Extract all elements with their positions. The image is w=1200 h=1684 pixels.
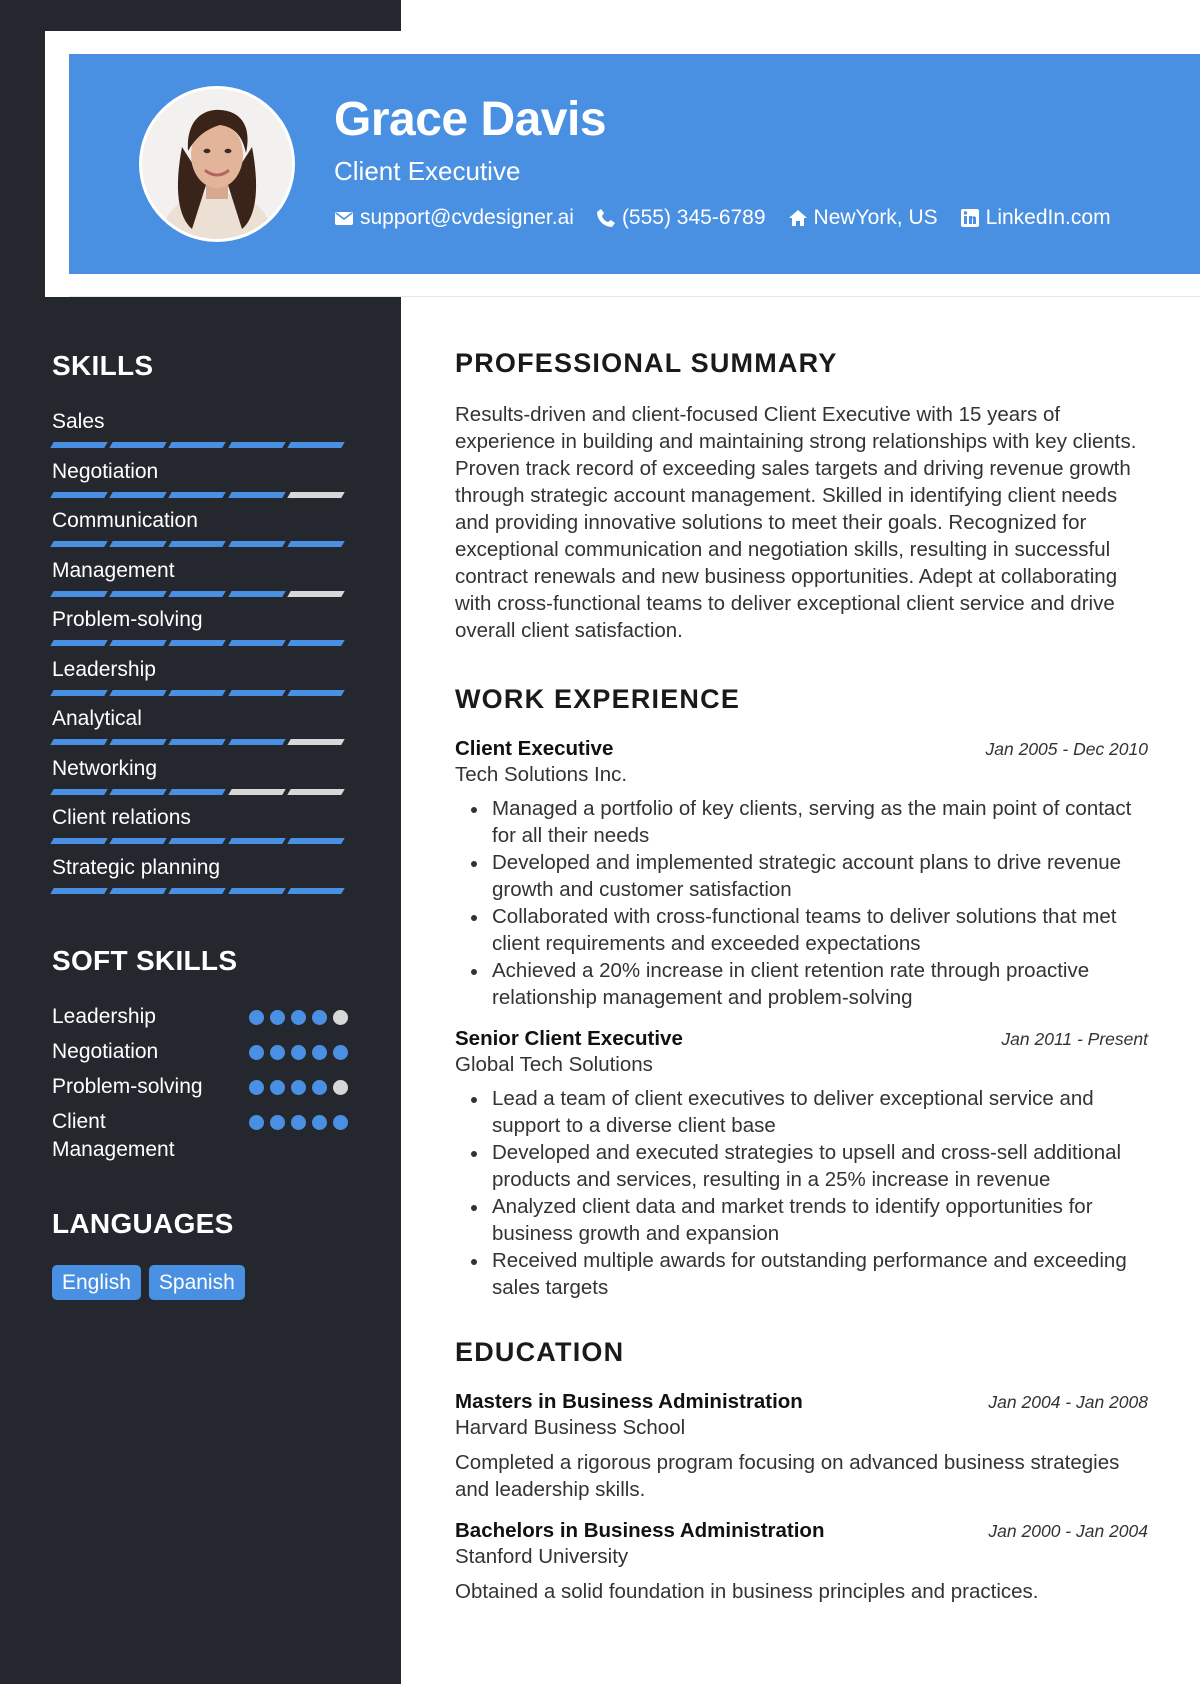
education-section — [455, 1337, 1148, 1605]
language-badge: English — [52, 1265, 141, 1300]
rating-dot — [270, 1010, 285, 1025]
skill-level-segment — [169, 591, 227, 597]
language-badge: Spanish — [149, 1265, 245, 1300]
skill-level-segment — [287, 640, 345, 646]
experience-section — [455, 684, 1148, 1301]
rating-dot — [249, 1010, 264, 1025]
soft-skill-item — [52, 1108, 348, 1164]
skill-item — [52, 408, 348, 458]
skill-level-segment — [228, 789, 286, 795]
skill-level-segment — [169, 838, 227, 844]
skill-level-segment — [228, 690, 286, 696]
job-dates: Jan 2005 - Dec 2010 — [985, 739, 1148, 759]
skill-item — [52, 606, 348, 656]
contact-location — [788, 206, 938, 230]
education-dates: Jan 2000 - Jan 2004 — [988, 1521, 1148, 1541]
soft-skill-label: Client Management — [52, 1110, 175, 1161]
skill-label: Problem-solving — [52, 608, 203, 631]
education-description: Completed a rigorous program focusing on advanced business strategies and leadership skills. — [455, 1451, 1120, 1501]
rating-dot — [312, 1010, 327, 1025]
skill-label: Networking — [52, 756, 158, 780]
rating-dot — [291, 1045, 306, 1060]
summary-text: Results-driven and client-focused Client Executive with 15 years of experience in building and maintaining strong relationships with key clients. Proven track record of exceeding sales targets and driving revenue growth through strategic account management. Skilled in identifying client needs and providing innovative solutions to meet their goals. Recognized for exceptional communication and negotiation skills, resulting in successful contract renewals and new business opportunities. Adept at collaborating with cross-functional teams to deliver exceptional client service and drive overall client satisfaction. — [455, 403, 1137, 642]
job-company: Global Tech Solutions — [455, 1053, 653, 1076]
skill-level-segment — [50, 442, 108, 448]
education-heading: EDUCATION — [455, 1337, 625, 1367]
education-dates: Jan 2004 - Jan 2008 — [988, 1392, 1148, 1412]
home-icon — [788, 208, 808, 228]
skill-level-segment — [228, 739, 286, 745]
skill-item — [52, 755, 348, 805]
skill-level-segment — [228, 838, 286, 844]
contact-row — [334, 206, 1133, 230]
skill-level-segment — [287, 789, 345, 795]
experience-heading: WORK EXPERIENCE — [455, 684, 741, 714]
rating-dot — [333, 1080, 348, 1095]
skill-label: Negotiation — [52, 459, 159, 483]
candidate-name: Grace Davis — [334, 93, 607, 146]
degree-title: Bachelors in Business Administration — [455, 1519, 825, 1542]
skill-level-segment — [109, 492, 167, 498]
skill-level-segment — [287, 690, 345, 696]
skill-label: Sales — [52, 410, 105, 433]
linkedin-icon — [960, 208, 980, 228]
school-name: Harvard Business School — [455, 1416, 686, 1439]
rating-dot — [312, 1115, 327, 1130]
skill-level-segment — [109, 739, 167, 745]
skill-level-segment — [287, 888, 345, 894]
skill-level-segment — [169, 690, 227, 696]
skill-level-segment — [109, 789, 167, 795]
contact-linkedin[interactable] — [960, 206, 1111, 230]
rating-dot — [333, 1010, 348, 1025]
skill-label: Client relations — [52, 806, 191, 829]
skill-level-segment — [228, 888, 286, 894]
soft-skill-label: Problem-solving — [52, 1075, 203, 1098]
contact-email[interactable] — [334, 206, 574, 230]
profile-photo — [142, 89, 292, 239]
skill-level-segment — [169, 640, 227, 646]
skill-level-segment — [287, 541, 345, 547]
skill-label: Leadership — [52, 657, 156, 681]
rating-dot — [270, 1080, 285, 1095]
resume-header — [69, 54, 1200, 274]
summary-heading: PROFESSIONAL SUMMARY — [455, 348, 838, 378]
soft-skill-label: Negotiation — [52, 1040, 159, 1063]
skill-level-segment — [109, 442, 167, 448]
envelope-icon — [334, 208, 354, 228]
bullet-item: Lead a team of client executives to deliver exceptional service and support to a diverse client base — [455, 1085, 1148, 1139]
rating-dot — [312, 1045, 327, 1060]
soft-skill-item — [52, 1073, 348, 1101]
skill-level-bar — [52, 838, 348, 844]
skill-level-bar — [52, 789, 348, 795]
skill-level-segment — [169, 442, 227, 448]
soft-skill-rating — [243, 1108, 348, 1130]
skill-level-bar — [52, 541, 348, 547]
soft-skill-item — [52, 1038, 348, 1066]
skill-label: Communication — [52, 509, 198, 532]
bullet-item: Managed a portfolio of key clients, serving as the main point of contact for all their needs — [455, 795, 1148, 849]
skill-item — [52, 656, 348, 706]
bullet-item: Received multiple awards for outstanding performance and exceeding sales targets — [455, 1247, 1148, 1301]
job-title: Senior Client Executive — [455, 1027, 683, 1050]
rating-dot — [291, 1115, 306, 1130]
job-bullets — [455, 1085, 1148, 1301]
skill-level-bar — [52, 690, 348, 696]
job-entry — [455, 737, 1148, 1011]
rating-dot — [333, 1115, 348, 1130]
summary-section — [455, 348, 1148, 644]
skill-level-bar — [52, 492, 348, 498]
bullet-item: Developed and implemented strategic account plans to drive revenue growth and customer satisfaction — [455, 849, 1148, 903]
skill-level-segment — [50, 492, 108, 498]
location-text: NewYork, US — [813, 206, 938, 229]
skill-level-segment — [169, 888, 227, 894]
avatar — [139, 86, 295, 242]
soft-skill-rating — [243, 1073, 348, 1095]
skill-level-segment — [169, 492, 227, 498]
rating-dot — [249, 1080, 264, 1095]
skill-level-segment — [228, 541, 286, 547]
rating-dot — [270, 1115, 285, 1130]
skills-heading: SKILLS — [52, 350, 154, 381]
rating-dot — [291, 1010, 306, 1025]
skill-level-segment — [50, 640, 108, 646]
bullet-item: Collaborated with cross-functional teams to deliver solutions that met client requirements and exceeded expectations — [455, 903, 1148, 957]
school-name: Stanford University — [455, 1545, 629, 1568]
skill-level-bar — [52, 640, 348, 646]
main-content — [455, 348, 1148, 1605]
bullet-item: Analyzed client data and market trends to identify opportunities for business growth and expansion — [455, 1193, 1148, 1247]
job-entry — [455, 1027, 1148, 1301]
soft-skill-rating — [243, 1003, 348, 1025]
skills-list — [52, 408, 348, 903]
skill-level-segment — [169, 789, 227, 795]
skill-level-segment — [169, 541, 227, 547]
job-bullets — [455, 795, 1148, 1011]
education-description: Obtained a solid foundation in business principles and practices. — [455, 1580, 1039, 1603]
skill-level-segment — [50, 591, 108, 597]
skill-item — [52, 557, 348, 607]
soft-skill-item — [52, 1003, 348, 1031]
phone-icon — [596, 208, 616, 228]
skill-level-bar — [52, 888, 348, 894]
skill-level-segment — [169, 739, 227, 745]
skill-level-bar — [52, 739, 348, 745]
soft-skills-list — [52, 1003, 348, 1171]
skill-level-segment — [50, 838, 108, 844]
rating-dot — [249, 1045, 264, 1060]
skill-level-segment — [228, 492, 286, 498]
degree-title: Masters in Business Administration — [455, 1390, 803, 1413]
education-entry — [455, 1519, 1148, 1605]
skill-level-segment — [228, 442, 286, 448]
skill-level-segment — [109, 888, 167, 894]
skill-level-segment — [228, 591, 286, 597]
bullet-item: Developed and executed strategies to upsell and cross-sell additional products and services, resulting in a 25% increase in revenue — [455, 1139, 1148, 1193]
skill-level-segment — [50, 541, 108, 547]
skill-item — [52, 705, 348, 755]
header-divider — [69, 296, 1200, 297]
job-title: Client Executive — [455, 737, 614, 760]
rating-dot — [312, 1080, 327, 1095]
skill-level-bar — [52, 442, 348, 448]
skill-item — [52, 458, 348, 508]
job-company: Tech Solutions Inc. — [455, 763, 628, 786]
education-entry — [455, 1390, 1148, 1503]
skill-label: Strategic planning — [52, 855, 221, 879]
soft-skill-label: Leadership — [52, 1005, 156, 1028]
skill-level-segment — [50, 789, 108, 795]
skill-level-segment — [287, 838, 345, 844]
skill-label: Management — [52, 558, 175, 582]
skill-level-segment — [50, 739, 108, 745]
skill-label: Analytical — [52, 707, 142, 730]
skill-level-segment — [109, 541, 167, 547]
rating-dot — [249, 1115, 264, 1130]
bullet-item: Achieved a 20% increase in client retention rate through proactive relationship management and problem-solving — [455, 957, 1148, 1011]
skill-level-segment — [50, 690, 108, 696]
rating-dot — [291, 1080, 306, 1095]
candidate-title: Client Executive — [334, 156, 521, 186]
languages-list — [52, 1265, 253, 1300]
skill-level-segment — [228, 640, 286, 646]
skill-item — [52, 804, 348, 854]
email-text: support@cvdesigner.ai — [360, 206, 574, 229]
skill-level-segment — [109, 690, 167, 696]
skill-level-segment — [287, 492, 345, 498]
skill-level-segment — [109, 838, 167, 844]
soft-skill-rating — [243, 1038, 348, 1060]
skill-level-segment — [109, 591, 167, 597]
languages-heading: LANGUAGES — [52, 1208, 234, 1239]
skill-level-segment — [50, 888, 108, 894]
skill-level-segment — [109, 640, 167, 646]
contact-phone[interactable] — [596, 206, 766, 230]
skill-level-segment — [287, 739, 345, 745]
phone-text: (555) 345-6789 — [621, 206, 766, 229]
skill-level-segment — [287, 591, 345, 597]
job-dates: Jan 2011 - Present — [1001, 1029, 1148, 1049]
skill-item — [52, 507, 348, 557]
soft-skills-heading: SOFT SKILLS — [52, 945, 238, 976]
linkedin-text: LinkedIn.com — [985, 206, 1111, 229]
skill-level-segment — [287, 442, 345, 448]
skill-item — [52, 854, 348, 904]
rating-dot — [333, 1045, 348, 1060]
rating-dot — [270, 1045, 285, 1060]
skill-level-bar — [52, 591, 348, 597]
